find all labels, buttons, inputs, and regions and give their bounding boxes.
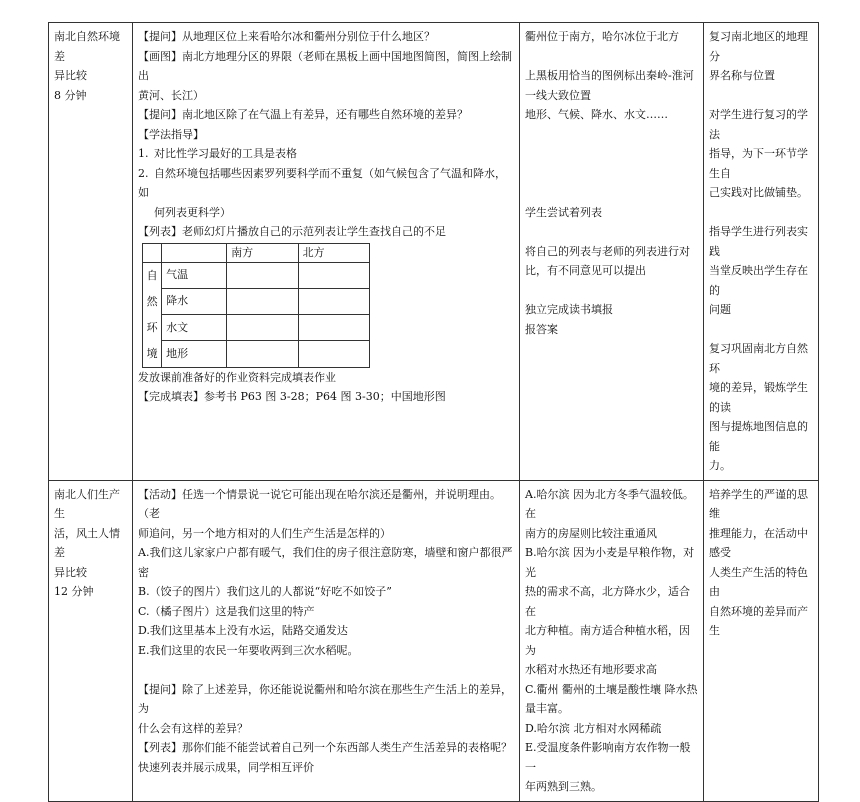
teacher-line: B.（饺子的图片）我们这儿的人都说“好吃不如饺子”: [138, 585, 392, 598]
design-intent-cell: [704, 23, 819, 481]
table-row: [143, 243, 370, 262]
teacher-line: 【活动】任选一个情景说一说它可能出现在哈尔滨还是衢州，并说明理由。（老: [138, 487, 501, 520]
intent-line: 力。: [709, 459, 731, 472]
section-line: 异比较: [54, 69, 87, 82]
student-line: 上黑板用恰当的图例标出秦岭-淮河: [525, 69, 694, 82]
lesson-plan-table: [48, 22, 819, 802]
table-row: [143, 315, 370, 341]
teacher-line: 师追问，另一个地方相对的人们生产生活是怎样的）: [138, 526, 391, 540]
intent-line: 己实践对比做铺垫。: [709, 186, 808, 199]
list-item-continuation: 何列表更科学）: [154, 205, 231, 219]
table-header: 北方: [298, 243, 369, 262]
table-cell: 降水: [162, 288, 227, 314]
intent-line: 图与提炼地图信息的能: [709, 420, 808, 453]
section-duration: 12 分钟: [54, 585, 94, 598]
intent-line: 境的差异，锻炼学生的读: [709, 381, 808, 414]
teacher-line: 【提问】南北地区除了在气温上有差异，还有哪些自然环境的差异？: [138, 108, 468, 121]
table-cell: 地形: [162, 341, 227, 367]
student-activity-cell: [520, 23, 704, 481]
section-line: 南北人们生产生: [54, 487, 120, 520]
student-line: E.受温度条件影响南方农作物一般一: [525, 741, 691, 774]
intent-line: 问题: [709, 303, 731, 316]
table-row: [143, 288, 370, 314]
teacher-line: 【学法指导】: [138, 127, 204, 141]
design-intent-cell: [704, 480, 819, 801]
comparison-table: [142, 243, 370, 368]
section-line: 南北自然环境差: [54, 30, 120, 63]
student-activity-cell: [520, 480, 704, 801]
intent-line: 自然环境的差异而产生: [709, 604, 808, 637]
teacher-line: 【提问】从地理区位上来看哈尔冰和衢州分别位于什么地区？: [138, 30, 435, 43]
teacher-line: 【完成填表】参考书 P63 图 3-28；P64 图 3-30；中国地形图: [138, 390, 446, 403]
student-line: 量丰富。: [525, 702, 569, 715]
student-line: 比，有不同意见可以提出: [525, 264, 646, 277]
teacher-activity-cell: [133, 480, 520, 801]
teacher-line: 发放课前准备好的作业资料完成填表作业: [138, 370, 336, 384]
teacher-line: 黄河、长江）: [138, 88, 204, 102]
intent-line: 复习巩固南北方自然环: [709, 342, 808, 375]
teacher-line: 【列表】那你们能不能尝试着自己列一个东西部人类生产生活差异的表格呢？: [138, 741, 512, 754]
student-line: 一线大致位置: [525, 88, 591, 102]
teacher-line: D.我们这里基本上没有水运，陆路交通发达: [138, 624, 348, 637]
table-cell: 水文: [162, 315, 227, 341]
teacher-activity-cell: [133, 23, 520, 481]
student-line: 学生尝试着列表: [525, 205, 602, 219]
intent-line: 复习南北地区的地理分: [709, 30, 808, 63]
teacher-line: 什么会有这样的差异？: [138, 721, 248, 735]
student-line: 热的需求不高，北方降水少，适合在: [525, 585, 690, 618]
intent-line: 界名称与位置: [709, 69, 775, 82]
student-line: 报答案: [525, 322, 558, 336]
student-line: 将自己的列表与老师的列表进行对: [525, 244, 690, 258]
teacher-line: E.我们这里的农民一年要收两到三次水稻呢。: [138, 643, 359, 657]
intent-line: 培养学生的严谨的思维: [709, 487, 808, 520]
intent-line: 指导，为下一环节学生自: [709, 147, 808, 180]
student-line: 独立完成读书填报: [525, 303, 613, 316]
student-line: 年两熟到三熟。: [525, 780, 602, 793]
table-cell: 气温: [162, 262, 227, 288]
section-line: 活，风土人情差: [54, 526, 120, 559]
teacher-line: C.（橘子图片）这是我们这里的特产: [138, 604, 315, 618]
table-row: [49, 23, 819, 481]
teacher-line: 【列表】老师幻灯片播放自己的示范列表让学生查找自己的不足: [138, 225, 446, 238]
list-item: 2. 自然环境包括哪些因素罗列要科学而不重复（如气候包含了气温和降水，如: [138, 166, 506, 199]
intent-line: 推理能力，在活动中感受: [709, 526, 808, 559]
section-cell: [49, 23, 133, 481]
intent-line: 对学生进行复习的学法: [709, 108, 808, 141]
teacher-line: A.我们这儿家家户户都有暖气，我们住的房子很注意防寒，墙壁和窗户都很严密: [138, 546, 513, 579]
teacher-line: 【画图】南北方地理分区的界限（老师在黑板上画中国地图简图，简图上绘制出: [138, 49, 512, 82]
teacher-line: 快速列表并展示成果，同学相互评价: [138, 760, 314, 774]
teacher-line: 【提问】除了上述差异，你还能说说衢州和哈尔滨在那些生产生活上的差异，为: [138, 682, 512, 715]
list-item: 1. 对比性学习最好的工具是表格: [138, 147, 297, 160]
intent-line: 当堂反映出学生存在的: [709, 264, 808, 297]
student-line: D.哈尔滨 北方相对水网稀疏: [525, 721, 662, 735]
table-row: [49, 480, 819, 801]
table-row: [143, 341, 370, 367]
student-line: B.哈尔滨 因为小麦是早粮作物，对光: [525, 546, 695, 579]
student-line: 北方种植。南方适合种植水稻，因为: [525, 624, 690, 657]
section-duration: 8 分钟: [54, 88, 87, 102]
student-line: 水稻对水热还有地形要求高: [525, 663, 657, 676]
student-line: 衢州位于南方，哈尔冰位于北方: [525, 30, 679, 43]
student-line: 南方的房屋则比较注重通风: [525, 526, 657, 540]
student-line: A.哈尔滨 因为北方冬季气温较低。在: [525, 487, 694, 520]
student-line: 地形、气候、降水、水文……: [525, 108, 668, 121]
intent-line: 人类生产生活的特色由: [709, 565, 808, 598]
section-cell: [49, 480, 133, 801]
row-group-label: 自 然 环 境: [143, 262, 162, 367]
student-line: C.衢州 衢州的土壤是酸性壤 降水热: [525, 682, 698, 696]
intent-line: 指导学生进行列表实践: [709, 225, 808, 258]
table-header: 南方: [227, 243, 298, 262]
table-row: [143, 262, 370, 288]
section-line: 异比较: [54, 565, 87, 579]
